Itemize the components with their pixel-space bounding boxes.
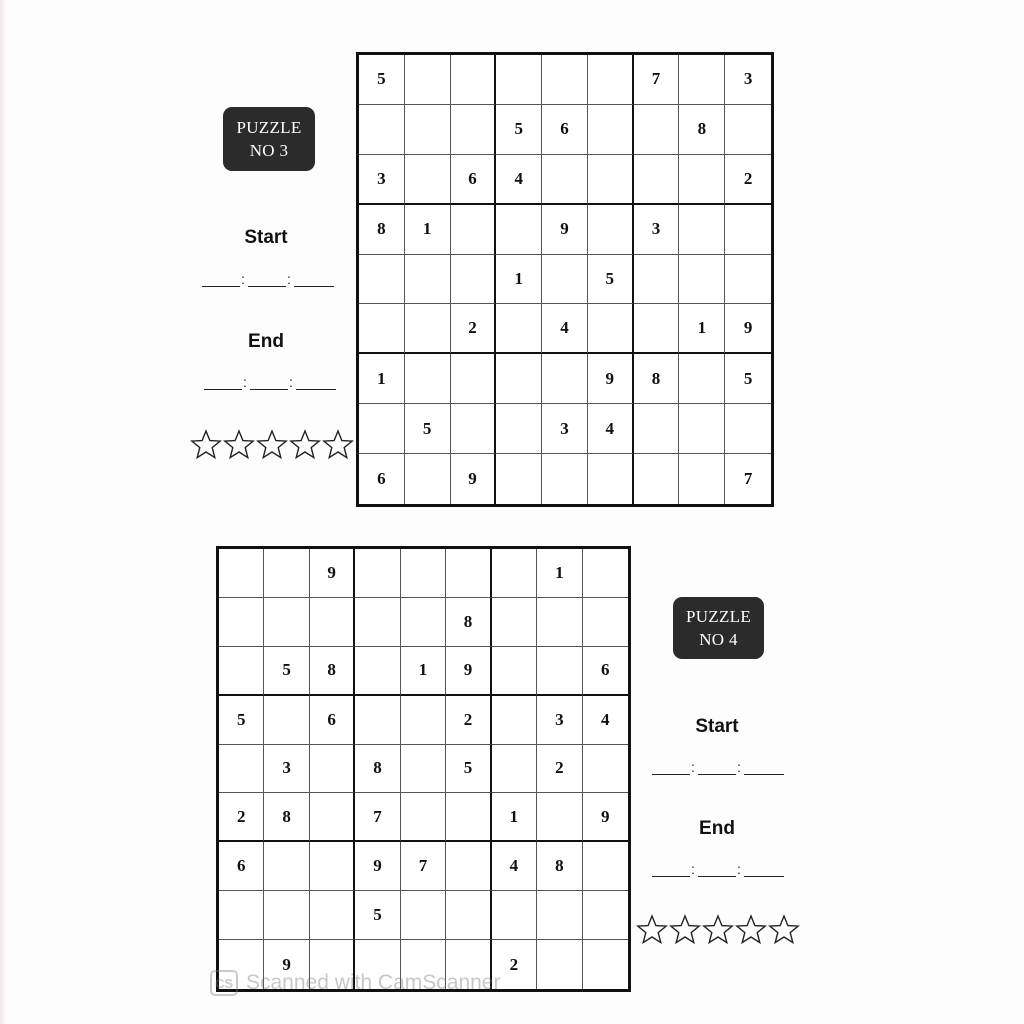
sudoku-cell[interactable] xyxy=(537,891,582,940)
sudoku-cell[interactable]: 4 xyxy=(588,404,634,454)
sudoku-cell[interactable] xyxy=(451,55,497,105)
star-icon[interactable] xyxy=(735,914,767,946)
sudoku-cell[interactable]: 9 xyxy=(583,793,628,842)
sudoku-cell[interactable] xyxy=(446,842,491,891)
sudoku-cell[interactable]: 3 xyxy=(359,155,405,205)
sudoku-cell[interactable]: 5 xyxy=(405,404,451,454)
star-icon[interactable] xyxy=(190,429,222,461)
sudoku-cell[interactable] xyxy=(405,155,451,205)
sudoku-cell[interactable] xyxy=(583,940,628,989)
sudoku-cell[interactable]: 8 xyxy=(355,745,400,794)
sudoku-cell[interactable]: 8 xyxy=(537,842,582,891)
sudoku-cell[interactable] xyxy=(634,304,680,354)
sudoku-cell[interactable] xyxy=(264,891,309,940)
sudoku-cell[interactable]: 5 xyxy=(496,105,542,155)
sudoku-cell[interactable]: 8 xyxy=(679,105,725,155)
sudoku-cell[interactable] xyxy=(219,647,264,696)
sudoku-grid-puzzle-4 xyxy=(216,546,631,992)
sudoku-cell[interactable] xyxy=(679,404,725,454)
difficulty-rating[interactable] xyxy=(636,914,800,946)
sudoku-cell[interactable] xyxy=(634,454,680,504)
sudoku-cell[interactable]: 8 xyxy=(310,647,355,696)
sudoku-cell[interactable]: 2 xyxy=(492,940,537,989)
sudoku-cell[interactable] xyxy=(359,105,405,155)
sudoku-cell[interactable] xyxy=(219,891,264,940)
sudoku-cell[interactable]: 5 xyxy=(359,55,405,105)
sudoku-cell[interactable]: 2 xyxy=(537,745,582,794)
sudoku-cell[interactable]: 1 xyxy=(679,304,725,354)
sudoku-cell[interactable] xyxy=(496,404,542,454)
sudoku-cell[interactable]: 4 xyxy=(583,696,628,745)
sudoku-cell[interactable] xyxy=(451,354,497,404)
sudoku-cell[interactable]: 2 xyxy=(725,155,771,205)
sudoku-cell[interactable]: 1 xyxy=(496,255,542,305)
sudoku-cell[interactable] xyxy=(496,304,542,354)
sudoku-cell[interactable] xyxy=(451,404,497,454)
sudoku-cell[interactable]: 6 xyxy=(451,155,497,205)
puzzle-badge-4 xyxy=(673,597,764,659)
sudoku-cell[interactable]: 9 xyxy=(725,304,771,354)
sudoku-cell[interactable] xyxy=(496,55,542,105)
sudoku-cell[interactable]: 5 xyxy=(725,354,771,404)
sudoku-cell[interactable] xyxy=(405,105,451,155)
sudoku-cell[interactable] xyxy=(355,549,400,598)
sudoku-cell[interactable] xyxy=(405,354,451,404)
sudoku-cell[interactable] xyxy=(679,55,725,105)
sudoku-cell[interactable]: 5 xyxy=(264,647,309,696)
sudoku-cell[interactable]: 8 xyxy=(446,598,491,647)
sudoku-cell[interactable] xyxy=(537,793,582,842)
sudoku-cell[interactable] xyxy=(725,205,771,255)
sudoku-cell[interactable]: 4 xyxy=(496,155,542,205)
puzzle-badge-3 xyxy=(223,107,315,171)
sudoku-cell[interactable]: 1 xyxy=(492,793,537,842)
sudoku-grid-puzzle-3 xyxy=(356,52,774,507)
sudoku-cell[interactable] xyxy=(355,598,400,647)
sudoku-cell[interactable] xyxy=(446,891,491,940)
sudoku-cell[interactable] xyxy=(583,842,628,891)
sudoku-cell[interactable] xyxy=(634,255,680,305)
sudoku-cell[interactable] xyxy=(492,549,537,598)
sudoku-cell[interactable] xyxy=(401,891,446,940)
sudoku-cell[interactable] xyxy=(492,647,537,696)
sudoku-cell[interactable] xyxy=(405,55,451,105)
sudoku-cell[interactable] xyxy=(359,404,405,454)
page-edge-shadow xyxy=(0,0,6,1024)
sudoku-cell[interactable] xyxy=(496,205,542,255)
sudoku-cell[interactable] xyxy=(537,940,582,989)
sudoku-cell[interactable]: 4 xyxy=(492,842,537,891)
sudoku-cell[interactable] xyxy=(359,255,405,305)
sudoku-cell[interactable]: 7 xyxy=(355,793,400,842)
sudoku-cell[interactable]: 9 xyxy=(355,842,400,891)
sudoku-cell[interactable] xyxy=(310,842,355,891)
sudoku-cell[interactable] xyxy=(583,549,628,598)
sudoku-cell[interactable]: 5 xyxy=(446,745,491,794)
sudoku-cell[interactable] xyxy=(542,354,588,404)
sudoku-cell[interactable] xyxy=(588,155,634,205)
sudoku-cell[interactable] xyxy=(401,549,446,598)
end-label: End xyxy=(248,331,284,352)
sudoku-cell[interactable] xyxy=(725,255,771,305)
sudoku-cell[interactable]: 6 xyxy=(310,696,355,745)
sudoku-cell[interactable]: 8 xyxy=(359,205,405,255)
badge-line-1: PUZZLE xyxy=(685,607,752,626)
sudoku-cell[interactable]: 9 xyxy=(588,354,634,404)
sudoku-cell[interactable] xyxy=(310,891,355,940)
sudoku-cell[interactable] xyxy=(634,155,680,205)
badge-line-2: NO 3 xyxy=(249,141,289,160)
sudoku-cell[interactable] xyxy=(542,55,588,105)
sudoku-cell[interactable] xyxy=(679,255,725,305)
sudoku-cell[interactable]: 6 xyxy=(219,842,264,891)
sudoku-cell[interactable]: 6 xyxy=(542,105,588,155)
sudoku-cell[interactable] xyxy=(446,549,491,598)
sudoku-cell[interactable] xyxy=(542,255,588,305)
end-label: End xyxy=(699,818,735,839)
sudoku-cell[interactable] xyxy=(264,598,309,647)
sudoku-cell[interactable]: 9 xyxy=(264,940,309,989)
sudoku-cell[interactable]: 3 xyxy=(725,55,771,105)
sudoku-cell[interactable] xyxy=(583,745,628,794)
sudoku-cell[interactable] xyxy=(492,745,537,794)
sudoku-cell[interactable]: 1 xyxy=(359,354,405,404)
sudoku-cell[interactable] xyxy=(355,696,400,745)
badge-line-1: PUZZLE xyxy=(236,118,302,137)
sudoku-cell[interactable]: 9 xyxy=(446,647,491,696)
sudoku-cell[interactable]: 7 xyxy=(634,55,680,105)
sudoku-cell[interactable]: 1 xyxy=(537,549,582,598)
star-icon[interactable] xyxy=(289,429,321,461)
sudoku-cell[interactable]: 2 xyxy=(219,793,264,842)
camscanner-logo: CS xyxy=(210,970,238,996)
sudoku-cell[interactable] xyxy=(405,255,451,305)
end-time-field[interactable]: : : xyxy=(204,373,336,393)
sudoku-cell[interactable] xyxy=(588,454,634,504)
sudoku-cell[interactable]: 5 xyxy=(219,696,264,745)
sudoku-cell[interactable] xyxy=(725,404,771,454)
sudoku-cell[interactable] xyxy=(310,793,355,842)
sudoku-cell[interactable]: 6 xyxy=(583,647,628,696)
sudoku-cell[interactable]: 4 xyxy=(542,304,588,354)
sudoku-cell[interactable]: 5 xyxy=(588,255,634,305)
sudoku-cell[interactable] xyxy=(492,696,537,745)
sudoku-cell[interactable]: 9 xyxy=(542,205,588,255)
sudoku-cell[interactable] xyxy=(219,745,264,794)
sudoku-cell[interactable]: 9 xyxy=(310,549,355,598)
sudoku-cell[interactable] xyxy=(405,304,451,354)
sudoku-cell[interactable] xyxy=(679,155,725,205)
sudoku-cell[interactable]: 5 xyxy=(355,891,400,940)
sudoku-cell[interactable] xyxy=(542,454,588,504)
sudoku-cell[interactable]: 8 xyxy=(264,793,309,842)
start-time-field[interactable]: : : xyxy=(652,758,784,778)
end-time-field[interactable]: : : xyxy=(652,860,784,880)
sudoku-cell[interactable]: 2 xyxy=(451,304,497,354)
sudoku-cell[interactable] xyxy=(219,598,264,647)
sudoku-cell[interactable]: 3 xyxy=(634,205,680,255)
sudoku-cell[interactable] xyxy=(264,549,309,598)
sudoku-cell[interactable] xyxy=(588,55,634,105)
sudoku-cell[interactable] xyxy=(679,454,725,504)
sudoku-cell[interactable] xyxy=(401,745,446,794)
sudoku-cell[interactable]: 1 xyxy=(401,647,446,696)
sudoku-cell[interactable] xyxy=(310,745,355,794)
sudoku-cell[interactable] xyxy=(583,598,628,647)
sudoku-cell[interactable] xyxy=(264,696,309,745)
sudoku-cell[interactable] xyxy=(542,155,588,205)
sudoku-cell[interactable] xyxy=(588,304,634,354)
sudoku-cell[interactable] xyxy=(355,647,400,696)
sudoku-cell[interactable] xyxy=(537,598,582,647)
sudoku-cell[interactable]: 8 xyxy=(634,354,680,404)
badge-line-2: NO 4 xyxy=(699,630,738,649)
star-icon[interactable] xyxy=(256,429,288,461)
sudoku-cell[interactable] xyxy=(634,105,680,155)
sudoku-cell[interactable]: 7 xyxy=(743,469,753,489)
star-icon[interactable] xyxy=(768,914,800,946)
watermark-text: Scanned with CamScanner xyxy=(246,971,501,994)
sudoku-cell[interactable] xyxy=(588,205,634,255)
sudoku-cell[interactable]: 9 xyxy=(451,454,497,504)
star-icon[interactable] xyxy=(636,914,668,946)
sudoku-cell[interactable] xyxy=(451,255,497,305)
start-label: Start xyxy=(244,227,288,248)
sudoku-cell[interactable] xyxy=(492,598,537,647)
sudoku-cell[interactable] xyxy=(359,304,405,354)
sudoku-cell[interactable]: 1 xyxy=(405,205,451,255)
sudoku-cell[interactable] xyxy=(679,354,725,404)
star-icon[interactable] xyxy=(702,914,734,946)
sudoku-cell[interactable]: 3 xyxy=(542,404,588,454)
sudoku-cell[interactable] xyxy=(264,842,309,891)
sudoku-cell[interactable] xyxy=(537,647,582,696)
sudoku-cell[interactable]: 6 xyxy=(359,454,405,504)
sudoku-cell[interactable] xyxy=(401,793,446,842)
sudoku-cell[interactable] xyxy=(496,454,542,504)
sudoku-cell[interactable] xyxy=(679,205,725,255)
star-icon[interactable] xyxy=(223,429,255,461)
sudoku-cell[interactable] xyxy=(496,354,542,404)
sudoku-cell[interactable] xyxy=(451,105,497,155)
sudoku-cell[interactable]: 3 xyxy=(537,696,582,745)
sudoku-cell[interactable]: 7 xyxy=(401,842,446,891)
camscanner-watermark xyxy=(210,970,500,996)
start-time-field[interactable]: : : xyxy=(202,270,334,290)
sudoku-cell[interactable] xyxy=(405,454,451,504)
star-icon[interactable] xyxy=(322,429,354,461)
sudoku-cell[interactable]: 2 xyxy=(446,696,491,745)
sudoku-cell[interactable] xyxy=(401,598,446,647)
difficulty-rating[interactable] xyxy=(190,429,354,461)
start-label: Start xyxy=(695,716,739,737)
sudoku-cell[interactable] xyxy=(583,891,628,940)
sudoku-cell[interactable] xyxy=(310,598,355,647)
sudoku-cell[interactable] xyxy=(451,205,497,255)
sudoku-cell[interactable] xyxy=(219,549,264,598)
sudoku-cell[interactable] xyxy=(492,891,537,940)
sudoku-cell[interactable] xyxy=(446,793,491,842)
sudoku-cell[interactable] xyxy=(588,105,634,155)
sudoku-cell[interactable] xyxy=(401,696,446,745)
sudoku-cell[interactable]: 3 xyxy=(264,745,309,794)
sudoku-cell[interactable] xyxy=(634,404,680,454)
star-icon[interactable] xyxy=(669,914,701,946)
sudoku-cell[interactable] xyxy=(725,105,771,155)
